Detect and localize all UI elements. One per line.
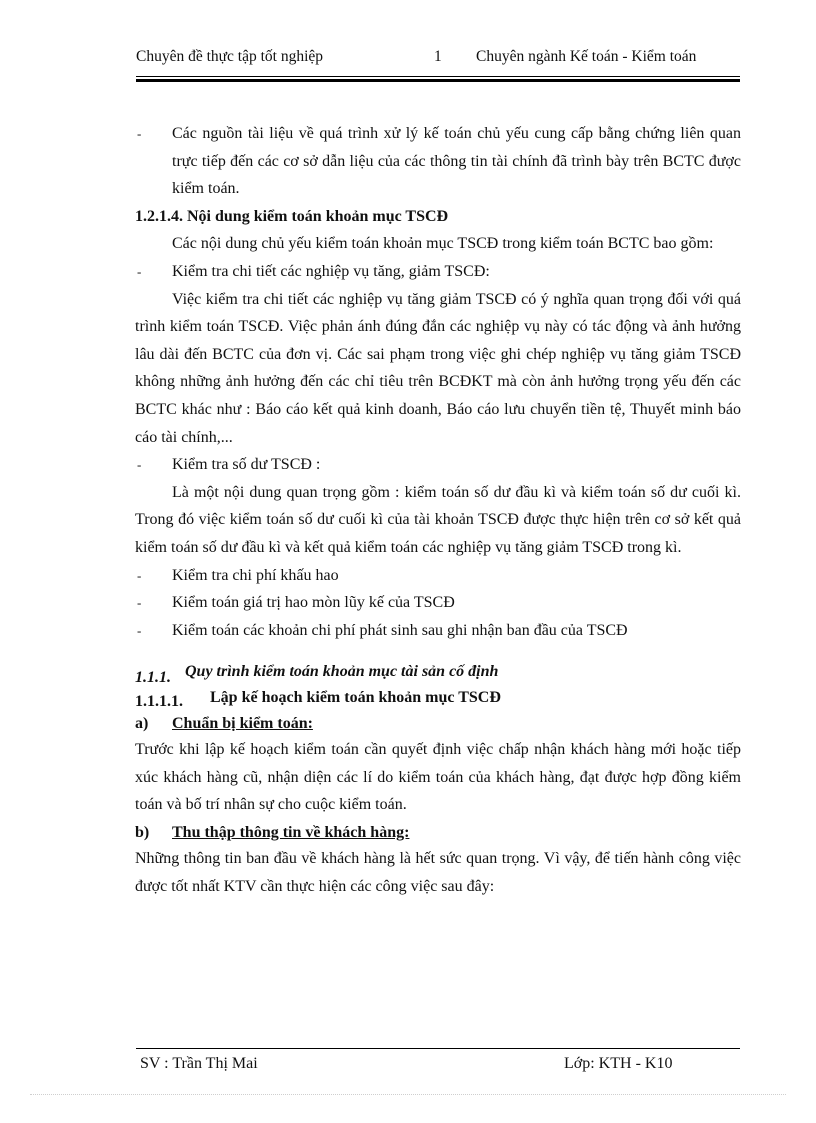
bullet-mark: - xyxy=(137,595,142,611)
footer-student: SV : Trần Thị Mai xyxy=(140,1055,258,1072)
bullet-text: Kiểm toán giá trị hao mòn lũy kế của TSCĐ xyxy=(172,594,455,612)
subheading-label: a) xyxy=(135,715,149,733)
header-left: Chuyên đề thực tập tốt nghiệp xyxy=(136,48,324,65)
paragraph: Là một nội dung quan trọng gồm : kiểm toán số dư đầu kì và kiểm toán số dư cuối kì. Trong đó việc kiểm toán số dư cuối kì của tài khoản TSCĐ được thực hiện trên cơ sở kết quả kiểm toán số dư đầu kì và kết quả kiểm toán các nghiệp vụ tăng giảm TSCĐ trong kì. xyxy=(135,483,741,556)
page-boundary-line xyxy=(30,1094,786,1095)
subheading-label: b) xyxy=(135,824,150,842)
bullet-item xyxy=(135,617,741,645)
section-heading-111 xyxy=(135,658,741,686)
bullet-item xyxy=(135,589,741,617)
page-header xyxy=(136,48,740,70)
bullet-mark: - xyxy=(137,126,142,141)
heading-title: Quy trình kiểm toán khoản mục tài sản cố định xyxy=(185,663,499,681)
footer-class: Lớp: KTH - K10 xyxy=(564,1055,673,1072)
paragraph: Những thông tin ban đầu về khách hàng là hết sức quan trọng. Vì vậy, để tiến hành công việc được tốt nhất KTV cần thực hiện các công việc sau đây: xyxy=(135,850,741,895)
paragraph-text: Các nguồn tài liệu về quá trình xử lý kế toán chủ yếu cung cấp bằng chứng liên quan trực tiếp đến các cơ sở dẫn liệu của các thông tin tài chính đã trình bày trên BCTC được kiểm toán. xyxy=(172,125,741,198)
bullet-text: Kiểm tra chi tiết các nghiệp vụ tăng, giảm TSCĐ: xyxy=(172,262,490,280)
header-rule-thick xyxy=(136,79,740,82)
subheading-b xyxy=(135,819,741,845)
paragraph: Các nội dung chủ yếu kiểm toán khoản mục TSCĐ trong kiểm toán BCTC bao gồm: xyxy=(172,235,714,253)
footer-rule xyxy=(136,1048,740,1049)
paragraph: Việc kiểm tra chi tiết các nghiệp vụ tăng giảm TSCĐ có ý nghĩa quan trọng đối với quá trình kiểm toán TSCĐ. Việc phản ánh đúng đắn các nghiệp vụ này có tác động và ảnh hưởng lâu dài đến BCTC của đơn vị. Các sai phạm trong việc ghi chép nghiệp vụ tăng giảm TSCĐ không những ảnh hưởng đến các chỉ tiêu trên BCĐKT mà còn ảnh hưởng trọng yếu đến các BCTC khác như : Báo cáo kết quả kinh doanh, Báo cáo lưu chuyển tiền tệ, Thuyết minh báo cáo tài chính,... xyxy=(135,290,741,446)
bullet-item xyxy=(135,258,741,286)
spacer xyxy=(135,644,741,658)
header-page-number: 1 xyxy=(434,48,442,65)
heading-number: 1.1.1.1. xyxy=(135,693,183,711)
subheading-a xyxy=(135,710,741,736)
bullet-item xyxy=(135,562,741,590)
bullet-item xyxy=(135,451,741,479)
subheading-title: Thu thập thông tin về khách hàng: xyxy=(172,824,410,842)
heading-title: Lập kế hoạch kiểm toán khoản mục TSCĐ xyxy=(210,689,501,707)
bullet-mark: - xyxy=(137,567,142,583)
section-heading-1214: 1.2.1.4. Nội dung kiểm toán khoản mục TSCĐ xyxy=(135,207,449,225)
heading-number: 1.1.1. xyxy=(135,669,171,687)
header-right: Chuyên ngành Kế toán - Kiểm toán xyxy=(476,48,697,65)
bullet-text: Kiểm tra số dư TSCĐ : xyxy=(172,456,321,474)
page-body xyxy=(135,120,741,900)
subheading-title: Chuẩn bị kiểm toán: xyxy=(172,715,313,733)
bullet-mark: - xyxy=(137,457,142,473)
paragraph: Trước khi lập kế hoạch kiểm toán cần quyết định việc chấp nhận khách hàng mới hoặc tiếp xúc khách hàng cũ, nhận diện các lí do kiểm toán của khách hàng, đạt được hợp đồng kiểm toán và bố trí nhân sự cho cuộc kiểm toán. xyxy=(135,741,741,814)
header-rule-thin xyxy=(136,76,740,77)
bullet-mark: - xyxy=(137,263,142,279)
bullet-mark: - xyxy=(137,622,142,638)
bullet-text: Kiểm tra chi phí khấu hao xyxy=(172,566,339,584)
bullet-text: Kiểm toán các khoản chi phí phát sinh sau ghi nhận ban đầu của TSCĐ xyxy=(172,621,628,639)
bullet-item xyxy=(135,120,741,203)
section-heading-1111 xyxy=(135,686,741,710)
